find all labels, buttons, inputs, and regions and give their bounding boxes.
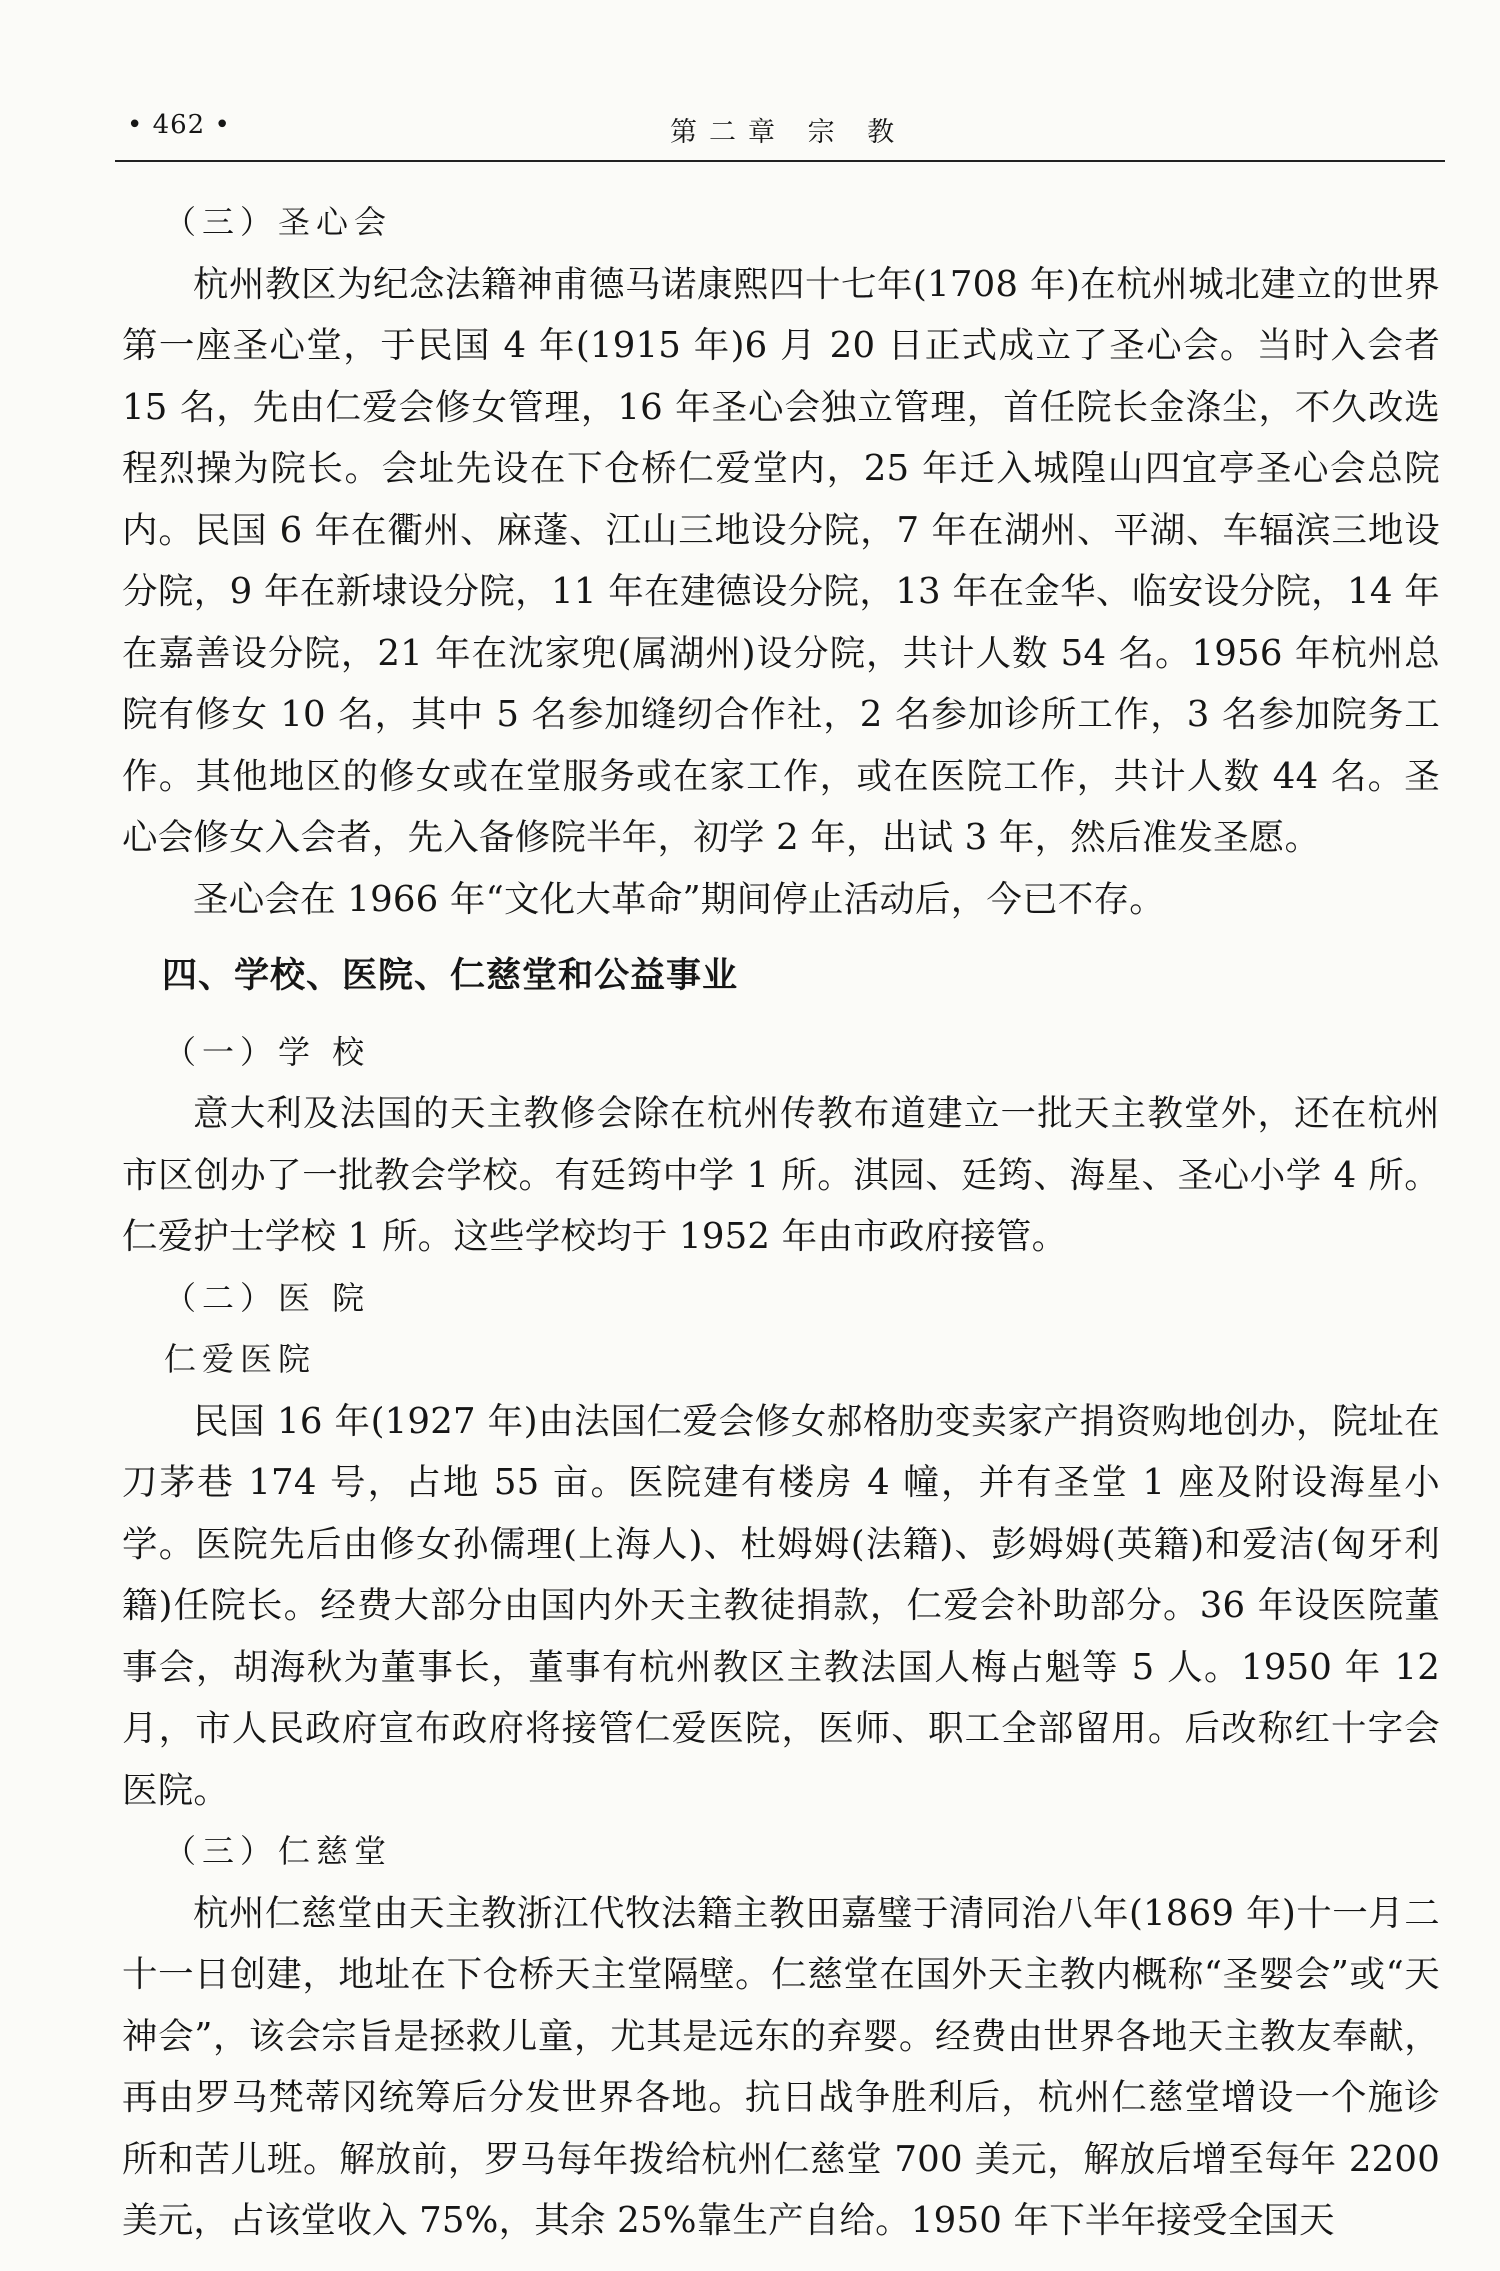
page-number: • 462 • [127, 110, 231, 140]
subsection-heading-shengxinhui: （三）圣心会 [164, 203, 393, 241]
subsection-heading-school: （一）学 校 [164, 1032, 371, 1071]
section-heading: 四、学校、医院、仁慈堂和公益事业 [162, 956, 739, 996]
subsection-heading-renai-hospital: 仁爱医院 [164, 1340, 317, 1378]
paragraph-shengxinhui-history: 杭州教区为纪念法籍神甫德马诺康熙四十七年(1708 年)在杭州城北建立的世界第一座圣心堂，于民国 4 年(1915 年)6 月 20 日正式成立了圣心会。当时入会者 15 名，先由仁爱会修女管理，16 年圣心会独立管理，首任院长金涤尘，不久改选程烈操为院长。会址先设在下仓桥仁爱堂内，25 年迁入城隍山四宜亭圣心会总院内。民国 6 年在衢州、麻蓬、江山三地设分院，7 年在湖州、平湖、车辐滨三地设分院，9 年在新埭设分院，11 年在建德设分院，13 年在金华、临安设分院，14 年在嘉善设分院，21 年在沈家兜(属湖州)设分院，共计人数 54 名。1956 年杭州总院有修女 10 名，其中 5 名参加缝纫合作社，2 名参加诊所工作，3 名参加院务工作。其他地区的修女或在堂服务或在家工作，或在医院工作，共计人数 44 名。圣心会修女入会者，先入备修院半年，初学 2 年，出试 3 年，然后准发圣愿。 [122, 263, 1440, 858]
paragraph-shengxinhui-end: 圣心会在 1966 年“文化大革命”期间停止活动后，今已不存。 [193, 878, 1165, 920]
header-rule [115, 160, 1445, 162]
page-header [115, 110, 1445, 156]
page-body [122, 192, 1440, 2252]
subsection-heading-hospital: （二）医 院 [164, 1278, 371, 1317]
paragraph-renai-hospital: 民国 16 年(1927 年)由法国仁爱会修女郝格肋变卖家产捐资购地创办，院址在刀茅巷 174 号，占地 55 亩。医院建有楼房 4 幢，并有圣堂 1 座及附设海星小学。医院先后由修女孙儒理(上海人)、杜姆姆(法籍)、彭姆姆(英籍)和爱洁(匈牙利籍)任院长。经费大部分由国内外天主教徒捐款，仁爱会补助部分。36 年设医院董事会，胡海秋为董事长，董事有杭州教区主教法国人梅占魁等 5 人。1950 年 12 月，市人民政府宣布政府将接管仁爱医院，医师、职工全部留用。后改称红十字会医院。 [122, 1400, 1440, 1811]
chapter-title: 第二章 宗 教 [670, 117, 907, 148]
subsection-heading-rencitang: （三）仁慈堂 [164, 1832, 393, 1870]
paragraph-rencitang: 杭州仁慈堂由天主教浙江代牧法籍主教田嘉璧于清同治八年(1869 年)十一月二十一日创建，地址在下仓桥天主堂隔壁。仁慈堂在国外天主教内概称“圣婴会”或“天神会”，该会宗旨是拯救儿童，尤其是远东的弃婴。经费由世界各地天主教友奉献，再由罗马梵蒂冈统筹后分发世界各地。抗日战争胜利后，杭州仁慈堂增设一个施诊所和苦儿班。解放前，罗马每年拨给杭州仁慈堂 700 美元，解放后增至每年 2200 美元，占该堂收入 75%，其余 25%靠生产自给。1950 年下半年接受全国天 [122, 1892, 1440, 2241]
paragraph-schools: 意大利及法国的天主教修会除在杭州传教布道建立一批天主教堂外，还在杭州市区创办了一批教会学校。有廷筠中学 1 所。淇园、廷筠、海星、圣心小学 4 所。仁爱护士学校 1 所。这些学校均于 1952 年由市政府接管。 [122, 1093, 1440, 1257]
